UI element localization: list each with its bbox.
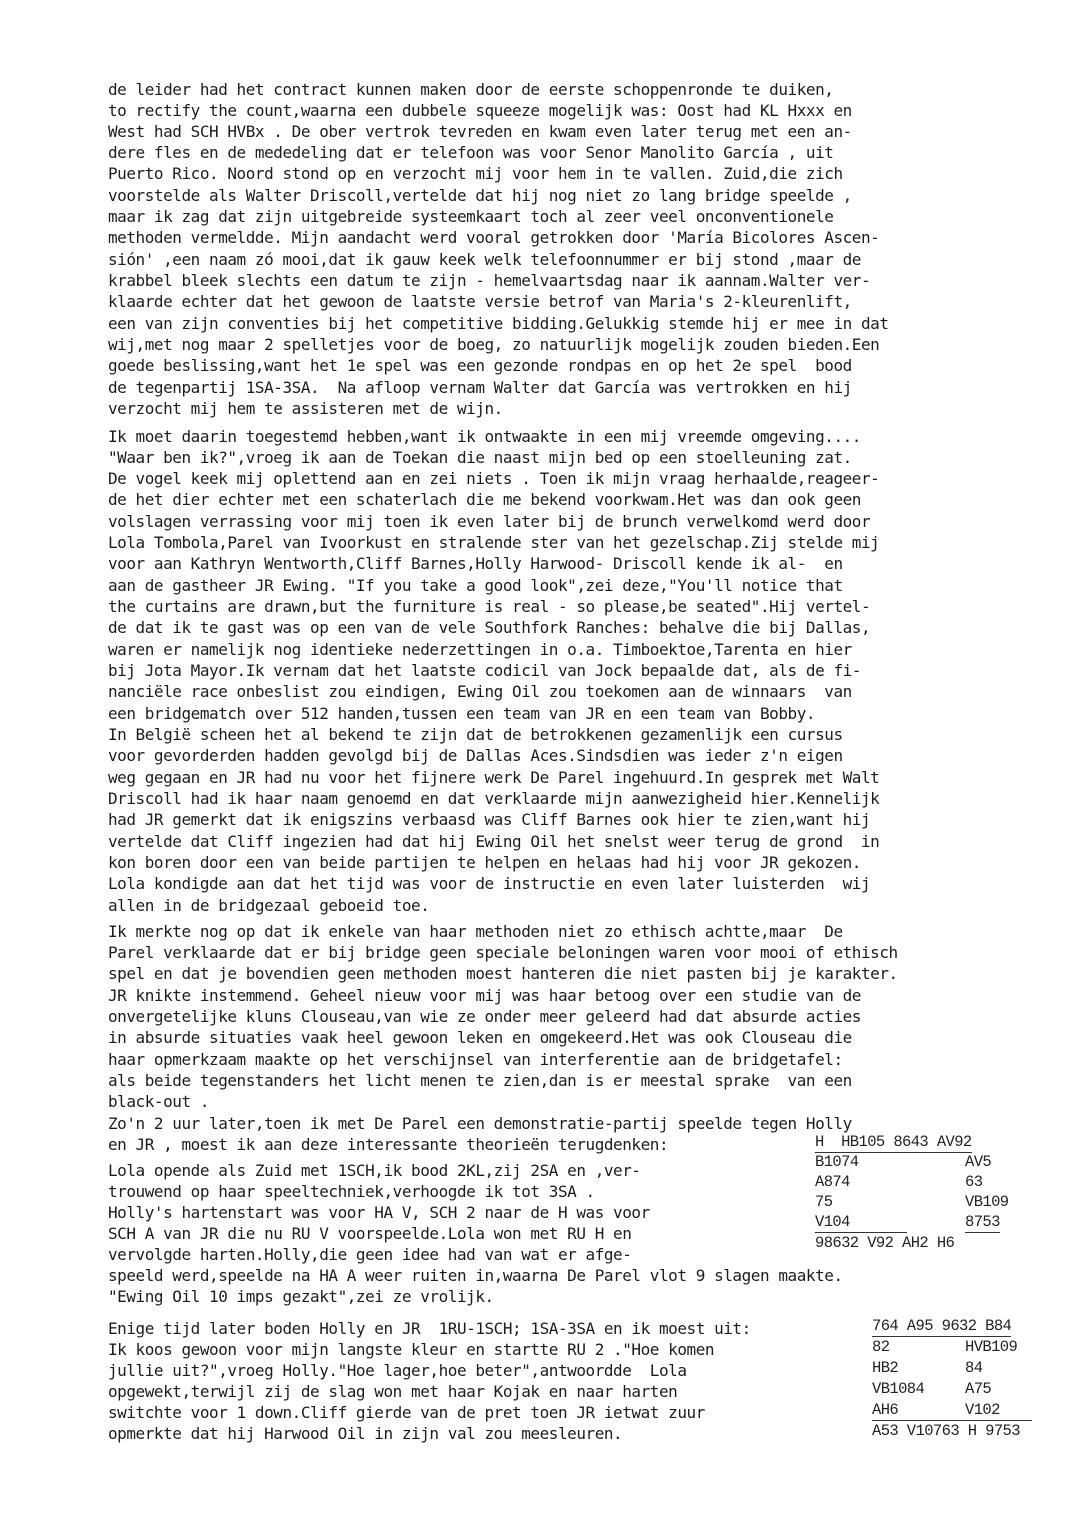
hand-west-clubs: V104 [815,1212,907,1233]
text-line: een bridgematch over 512 handen,tussen een team van JR en een team van Bobby. [108,704,816,723]
text-line: volslagen verrassing voor mij toen ik even later bij de brunch verwelkomd werd door [108,512,871,531]
text-line: Lola opende als Zuid met 1SCH,ik bood 2KL,zij 2SA en ,ver- [108,1161,641,1180]
text-line: Lola Tombola,Parel van Ivoorkust en stralende ster van het gezelschap.Zij stelde mij [108,533,880,552]
text-line: Ik koos gewoon voor mijn langste kleur en startte RU 2 ."Hoe komen [108,1340,715,1359]
text-line: to rectify the count,waarna een dubbele squeeze mogelijk was: Oost had KL Hxxx en [108,101,852,120]
text-line: haar opmerkzaam maakte op het verschijnsel van interferentie aan de bridgetafel: [108,1050,843,1069]
hand-west-diamonds: VB1084 [872,1380,925,1398]
hand-north: 764 A95 9632 B84 [872,1317,1012,1335]
text-line: sión' ,een naam zó mooi,dat ik gauw keek welk telefoonnummer er bij stond ,maar de [108,250,861,269]
text-line: en JR , moest ik aan deze interessante theorieën terugdenken: [108,1135,669,1154]
text-line: trouwend op haar speeltechniek,verhoogde ik tot 3SA . [108,1182,595,1201]
text-line: Lola kondigde aan dat het tijd was voor de instructie en even later luisterden wij [108,874,871,893]
text-line: vervolgde harten.Holly,die geen idee had van wat er afge- [108,1245,632,1264]
hand-east-diamonds: A75 [965,1380,992,1398]
text-line: de leider had het contract kunnen maken door de eerste schoppenronde te duiken, [108,80,834,99]
text-line: Ik moet daarin toegestemd hebben,want ik ontwaakte in een mij vreemde omgeving.... [108,427,861,446]
text-line: opmerkte dat hij Harwood Oil in zijn val zou meesleuren. [108,1424,623,1443]
text-line: aan de gastheer JR Ewing. "If you take a good look",zei deze,"You'll notice that [108,576,843,595]
text-line: de het dier echter met een schaterlach die me bekend voorkwam.Het was dan ook geen [108,490,861,509]
hand-west-clubs: AH6 [872,1400,1032,1421]
text-line: JR knikte instemmend. Geheel nieuw voor mij was haar betoog over een studie van de [108,986,861,1005]
hand-east-spades: HVB109 [965,1338,1018,1356]
text-line: SCH A van JR die nu RU V voorspeelde.Lola won met RU H en [108,1224,632,1243]
text-line: kon boren door een van beide partijen te helpen en helaas had hij voor JR gekozen. [108,853,861,872]
hand-west-hearts: HB2 [872,1359,899,1377]
text-line: In België scheen het al bekend te zijn dat de betrokkenen gezamenlijk een cursus [108,725,843,744]
hand-north: H HB105 8643 AV92 [815,1133,972,1151]
text-line: the curtains are drawn,but the furniture is real - so please,be seated".Hij vertel- [108,597,871,616]
hand-east-hearts: 63 [965,1173,983,1191]
text-line: Ik merkte nog op dat ik enkele van haar methoden niet zo ethisch achtte,maar De [108,922,843,941]
text-line: nanciële race onbeslist zou eindigen, Ewing Oil zou toekomen aan de winnaars van [108,682,852,701]
text-line: Puerto Rico. Noord stond op en verzocht mij voor hem in te vallen. Zuid,die zich [108,164,843,183]
text-line: dere fles en de mededeling dat er telefoon was voor Senor Manolito García , uit [108,143,834,162]
text-line: black-out . [108,1092,210,1111]
text-line: verzocht mij hem te assisteren met de wijn. [108,399,503,418]
hand-west-hearts: A874 [815,1173,850,1191]
text-line: allen in de bridgezaal geboeid toe. [108,896,430,915]
text-line: bij Jota Mayor.Ik vernam dat het laatste codicil van Jock bepaalde dat, als de fi- [108,661,861,680]
text-line: Driscoll had ik haar naam genoemd en dat verklaarde mijn aanwezigheid hier.Kennelijk [108,789,880,808]
text-line: wij,met nog maar 2 spelletjes voor de boeg, zo natuurlijk mogelijk zouden bieden.Een [108,335,880,354]
hand-east-hearts: 84 [965,1359,983,1377]
text-line: goede beslissing,want het 1e spel was een gezonde rondpas en op het 2e spel bood [108,356,852,375]
hand-south: A53 V10763 H 9753 [872,1422,1020,1440]
text-line: Holly's hartenstart was voor HA V, SCH 2 naar de H was voor [108,1203,650,1222]
text-line: De vogel keek mij oplettend aan en zei niets . Toen ik mijn vraag herhaalde,reageer- [108,469,880,488]
text-line: jullie uit?",vroeg Holly."Hoe lager,hoe beter",antwoordde Lola [108,1361,687,1380]
text-line: voor aan Kathryn Wentworth,Cliff Barnes,Holly Harwood- Driscoll kende ik al- en [108,554,843,573]
text-line: Parel verklaarde dat er bij bridge geen speciale beloningen waren voor mooi of ethisch [108,943,898,962]
text-line: Enige tijd later boden Holly en JR 1RU-1SCH; 1SA-3SA en ik moest uit: [108,1319,751,1338]
hand-west-diamonds: 75 [815,1193,833,1211]
hand-east-clubs: V102 [965,1401,1000,1419]
text-line: de dat ik te gast was op een van de vele Southfork Ranches: behalve die bij Dallas, [108,618,871,637]
hand-south: 98632 V92 AH2 H6 [815,1234,955,1252]
text-line: switchte voor 1 down.Cliff gierde van de pret toen JR ietwat zuur [108,1403,705,1422]
text-line: Zo'n 2 uur later,toen ik met De Parel een demonstratie-partij speelde tegen Holly [108,1114,852,1133]
text-line: opgewekt,terwijl zij de slag won met haar Kojak en naar harten [108,1382,678,1401]
text-line: methoden vermeldde. Mijn aandacht werd vooral getrokken door 'María Bicolores Ascen- [108,228,880,247]
hand-west-spades: 82 [872,1338,890,1356]
text-line: spel en dat je bovendien geen methoden moest hanteren die niet pasten bij je karakter. [108,964,898,983]
text-line: West had SCH HVBx . De ober vertrok tevreden en kwam even later terug met een an- [108,122,852,141]
hand-east-spades: AV5 [965,1153,992,1171]
text-line: klaarde echter dat het gewoon de laatste versie betrof van Maria's 2-kleurenlift, [108,292,852,311]
text-line: "Waar ben ik?",vroeg ik aan de Toekan die naast mijn bed op een stoelleuning zat. [108,448,852,467]
text-line: had JR gemerkt dat ik enigszins verbaasd was Cliff Barnes ook hier te zien,want hij [108,810,871,829]
text-line: maar ik zag dat zijn uitgebreide systeemkaart toch al zeer veel onconventionele [108,207,834,226]
text-line: in absurde situaties vaak heel gewoon leken en omgekeerd.Het was ook Clouseau die [108,1028,852,1047]
text-line: voorstelde als Walter Driscoll,vertelde dat hij nog niet zo lang bridge speelde , [108,186,852,205]
hand-east-diamonds: VB109 [965,1193,1009,1211]
text-line: krabbel bleek slechts een datum te zijn - hemelvaartsdag naar ik aannam.Walter ver- [108,271,871,290]
text-line: "Ewing Oil 10 imps gezakt",zei ze vrolijk. [108,1287,494,1306]
hand-west-spades: B1074 [815,1153,859,1171]
text-line: weg gegaan en JR had nu voor het fijnere werk De Parel ingehuurd.In gesprek met Walt [108,768,880,787]
text-line: waren er namelijk nog identieke nederzettingen in o.a. Timboektoe,Tarenta en hier [108,640,852,659]
text-line: de tegenpartij 1SA-3SA. Na afloop vernam Walter dat García was vertrokken en hij [108,378,852,397]
text-line: een van zijn conventies bij het competitive bidding.Gelukkig stemde hij er mee in dat [108,314,889,333]
text-line: speeld werd,speelde na HA A weer ruiten in,waarna De Parel vlot 9 slagen maakte. [108,1266,843,1285]
text-line: voor gevorderden hadden gevolgd bij de Dallas Aces.Sindsdien was ieder z'n eigen [108,746,843,765]
text-line: vertelde dat Cliff ingezien had dat hij Ewing Oil het snelst weer terug de grond in [108,832,880,851]
text-line: onvergetelijke kluns Clouseau,van wie ze onder meer geleerd had dat absurde acties [108,1007,861,1026]
hand-east-clubs: 8753 [965,1213,1000,1231]
text-line: als beide tegenstanders het licht menen te zien,dan is er meestal sprake van een [108,1071,852,1090]
